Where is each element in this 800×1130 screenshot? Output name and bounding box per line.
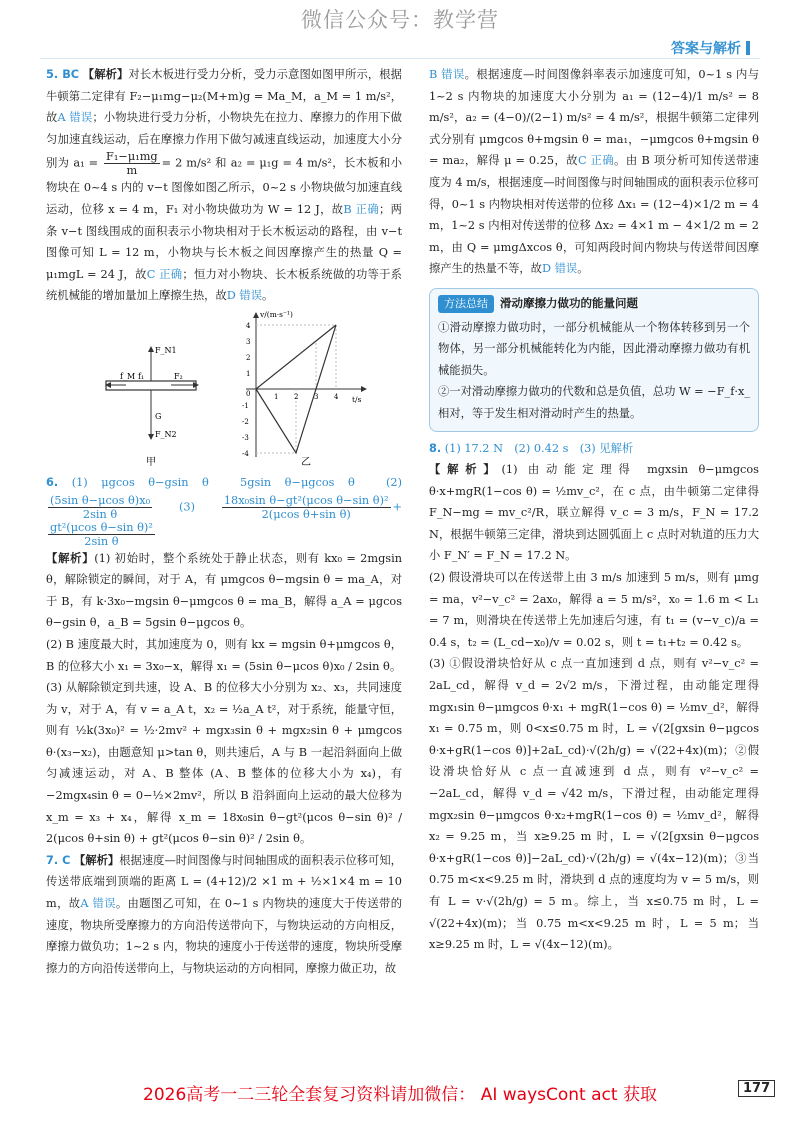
left-column xyxy=(46,64,402,979)
method-point-1: ①滑动摩擦力做功时，一部分机械能从一个物体转移到另一个物体，另一部分机械能转化为内能，因此滑动摩擦力做功有机械能损失。 xyxy=(438,320,750,377)
q5-a1-fraction: $\frac{\text{F₁−μ₁mg}}{m}$ xyxy=(106,150,158,178)
vt-graph xyxy=(242,310,366,468)
bottom-advert: 2026高考一二三轮全套复习资料请加微信： AI waysCont act 获取 xyxy=(143,1085,657,1105)
svg-text:2: 2 xyxy=(294,392,299,401)
method-point-2: ②一对滑动摩擦力做功的代数和总是负值，总功 W = −F_f·x_相对，等于发生相对滑动时产生的热量。 xyxy=(438,385,750,420)
q6-solution-2: (2) B 速度最大时，其加速度为 0，则有 kx = mgsin θ+μmgcos θ，B 的位移大小 x₁ = 3x₀−x，解得 x₁ = (5sin θ−μcos θ)x₀ / 2sin θ。 xyxy=(46,637,402,673)
svg-text:F_N2: F_N2 xyxy=(155,429,177,439)
svg-text:v/(m·s⁻¹): v/(m·s⁻¹) xyxy=(260,309,293,319)
q5-diagram xyxy=(46,307,402,472)
svg-text:F_N1: F_N1 xyxy=(155,345,177,355)
header-divider xyxy=(40,58,760,59)
q8-solution-2: (2) 假设滑块可以在传送带上由 3 m/s 加速到 5 m/s，则有 μmg = ma，v²−v_c² = 2ax₀，解得 a = 5 m/s²，x₀ = 1.6 m < L₁ = 7 m，则滑块在传送带上先加速后匀速，有 t₁ = (v−v_c)/a = 0.4 s，t₂ = (L_cd−x₀)/v = 0.02 s，则 t = t₁+t₂ = 0.42 s。 xyxy=(429,571,759,649)
q8-number: 8. xyxy=(429,441,442,455)
svg-text:2: 2 xyxy=(246,353,251,362)
right-column xyxy=(429,64,759,956)
q6-block: 6. (1) μgcos θ−gsin θ 5gsin θ−μgcos θ (2) $\frac{\text{(5sin θ−μcos θ)x₀}}{\text{2sin θ}}$ (3) $\frac{\text{18x₀sin θ−gt²(μcos θ−sin θ)²}}{\text{2(μcos θ+sin θ)}}$ + $\frac{\text{gt²(μcos θ−sin θ)²}}{\text{2sin θ}}$ xyxy=(46,475,403,548)
svg-text:4: 4 xyxy=(246,321,251,330)
q7-number: 7. C xyxy=(46,853,71,867)
svg-text:t/s: t/s xyxy=(352,394,362,404)
svg-text:1: 1 xyxy=(274,392,279,401)
q7-block: 7. C 【解析】根据速度—时间图像与时间轴围成的面积表示位移可知，传送带底端到顶端的距离 L = (4+12)/2 ×1 m + ½×1×4 m = 10 m，故A 错误。由题图乙可知，在 0~1 s 内物块的速度大于传送带的速度，物块所受摩擦力的方向沿传送带向下，与物块运动的方向相反，摩擦力做负功；1~2 s 内，物块的速度小于传送带的速度，物块所受摩擦力的方向沿传送带向上，与物块运动的方向相同，摩擦力做正功，故 xyxy=(46,852,402,975)
section-label: 答案与解析 xyxy=(671,38,750,58)
q5-block: 5. BC 【解析】对长木板进行受力分析，受力示意图如图甲所示，根据牛顿第二定律有 F₂−μ₁mg−μ₂(M+m)g = Ma_M，a_M = 1 m/s²，故A 错误；小物块进行受力分析，小物块先在拉力、摩擦力的作用下做匀加速直线运动，后在摩擦力作用下做匀减速直线运动，加速度大小分别为 a₁ = $\frac{\text{F₁−μ₁mg}}{m}$ = 2 m/s² 和 a₂ = μ₁g = 4 m/s²，长木板和小物块在 0~4 s 内的 v−t 图像如图乙所示，0~2 s 小物块做匀加速直线运动，位移 x = 4 m，F₁ 对小物块做功为 W = 12 J，故B 正确；两条 v−t 图线围成的面积表示小物块相对于长木板运动的路程，由 v−t 图像可知 L = 12 m，小物块与长木板之间因摩擦产生的热量 Q = μ₁mgL = 24 J，故C 正确；恒力对小物块、长木板系统做的功等于系统机械能的增加量加上摩擦生热，故D 错误。 xyxy=(46,67,402,303)
page-number: 177 xyxy=(738,1080,775,1097)
method-summary-box xyxy=(429,288,759,432)
svg-text:1: 1 xyxy=(246,369,251,378)
q6-solution-3: (3) 从解除锁定到共速，设 A、B 的位移大小分别为 x₂、x₃，共同速度为 v，对于 A，有 v = a_A t，x₂ = ½a_A t²，对于系统，能量守恒，则有 ½k(3x₀)² = ½·2mv² + mgx₃sin θ + mgx₂sin θ + μmgcos θ·(x₃−x₂)，由题意知 μ>tan θ，则共速后，A 与 B 一起沿斜面向上做匀减速运动，对 A、B 整体 (A、B 整体的位移大小为 x₄)，有 −2mgx₄sin θ = 0−½×2mv²，所以 B 沿斜面向上运动的最大位移为 x_m = x₃ + x₄，解得 x_m = 18x₀sin θ−gt²(μcos θ−sin θ)² / 2(μcos θ+sin θ) + gt²(μcos θ−sin θ)² / 2sin θ。 xyxy=(46,681,402,846)
method-tag: 方法总结 xyxy=(438,295,494,313)
q6-solution-1: 【解析】(1) 初始时，整个系统处于静止状态，则有 kx₀ = 2mgsin θ，解除锁定的瞬间，对于 A，有 μmgcos θ−mgsin θ = ma_A，对于 B，有 k·3x₀−mgsin θ−μmgcos θ = ma_B，解得 a_A = μgcos θ−gsin θ，a_B = 5gsin θ−μgcos θ。 xyxy=(46,550,402,630)
section-bar xyxy=(746,41,750,55)
q5-number: 5. BC xyxy=(46,68,80,81)
svg-text:-1: -1 xyxy=(242,401,249,410)
q7-continued: B 错误。根据速度—时间图像斜率表示加速度可知，0~1 s 内与 1~2 s 内物块的加速度大小分别为 a₁ = (12−4)/1 m/s² = 8 m/s²，a₂ = (4−0)/(2−1) m/s² = 4 m/s²，根据牛顿第二定律列式分别有 μmgcos θ+mgsin θ = ma₁，−μmgcos θ+mgsin θ = ma₂，解得 μ = 0.25，故C 正确。由 B 项分析可知传送带速度为 4 m/s，根据速度—时间图像与时间轴围成的面积表示位移可得，0~1 s 内物块相对传送带的位移 Δx₁ = (12−4)×1/2 m = 4 m，1~2 s 内相对传送带的位移 Δx₂ = 4×1 m − 4×1/2 m = 2 m，由 Q = μmgΔxcos θ，可知两段时间内物块与传送带间因摩擦产生的热量不等，故D 错误。 xyxy=(429,68,759,276)
svg-text:f_M: f_M xyxy=(120,371,136,381)
svg-text:G: G xyxy=(155,411,162,421)
q8-solution-3: (3) ①假设滑块恰好从 c 点一直加速到 d 点，则有 v²−v_c² = 2aL_cd，解得 v_d = 2√2 m/s，下滑过程，由动能定理得 mgx₁sin θ−μmgcos θ·x₁ + mgR(1−cos θ) = ½mv_d²，解得 x₁ = 0.75 m，则 0<x≤0.75 m 时，L = √(2[gxsin θ−μgcos θ·x+gR(1−cos θ)]+2aL_cd)·√(2h/g) = √(22+4x)(m)；②假设滑块恰好从 c 点一直减速到 d 点，则有 v²−v_c² = −2aL_cd，解得 v_d = √42 m/s，下滑过程，由动能定理得 mgx₂sin θ−μmgcos θ·x₂+mgR(1−cos θ) = ½mv_d²，解得 x₂ = 9.25 m，当 x≥9.25 m 时，L = √(2[gxsin θ−μgcos θ·x+gR(1−cos θ)]−2aL_cd)·√(2h/g) = √(4x−12)(m)；③当 0.75 m<x<9.25 m 时，滑块到 d 点的速度均为 v = 5 m/s，则有 L = v·√(2h/g) = 5 m。综上，当 x≤0.75 m 时，L = √(22+4x)(m)；当 0.75 m<x<9.25 m 时，L = 5 m；当 x≥9.25 m 时，L = √(4x−12)(m)。 xyxy=(429,657,759,952)
method-title: 滑动摩擦力做功的能量问题 xyxy=(500,295,638,310)
svg-text:3: 3 xyxy=(246,337,251,346)
svg-text:4: 4 xyxy=(334,392,339,401)
svg-text:f₁: f₁ xyxy=(138,371,145,381)
q6-number: 6. xyxy=(46,475,59,489)
svg-text:F₂: F₂ xyxy=(174,371,183,381)
force-diagram xyxy=(106,346,198,468)
q5-tag: 【解析】 xyxy=(82,67,129,81)
caption-jia: 甲 xyxy=(146,456,156,468)
svg-text:3: 3 xyxy=(314,392,319,401)
q5-figure xyxy=(46,307,402,472)
q6-answer: (1) μgcos θ−gsin θ 5gsin θ−μgcos θ (2) xyxy=(71,475,402,489)
watermark-title: 微信公众号：教学营 xyxy=(301,8,499,32)
svg-text:-3: -3 xyxy=(242,433,249,442)
svg-text:-2: -2 xyxy=(242,417,249,426)
q8-block xyxy=(429,438,759,460)
q8-solution-1: 【解析】(1) 由动能定理得 mgxsin θ−μmgcos θ·x+mgR(1−cos θ) = ½mv_c²，在 c 点，由牛顿第二定律得 F_N−mg = mv_c²/R，联立解得 v_c = 3 m/s，F_N = 17.2 N，根据牛顿第三定律，滑块到达圆弧面上 c 点时对轨道的压力大小 F_N′ = F_N = 17.2 N。 xyxy=(429,462,759,563)
svg-text:-4: -4 xyxy=(242,449,249,458)
q8-answer: (1) 17.2 N (2) 0.42 s (3) 见解析 xyxy=(444,441,634,455)
caption-yi: 乙 xyxy=(301,456,311,468)
svg-text:0: 0 xyxy=(246,389,251,398)
